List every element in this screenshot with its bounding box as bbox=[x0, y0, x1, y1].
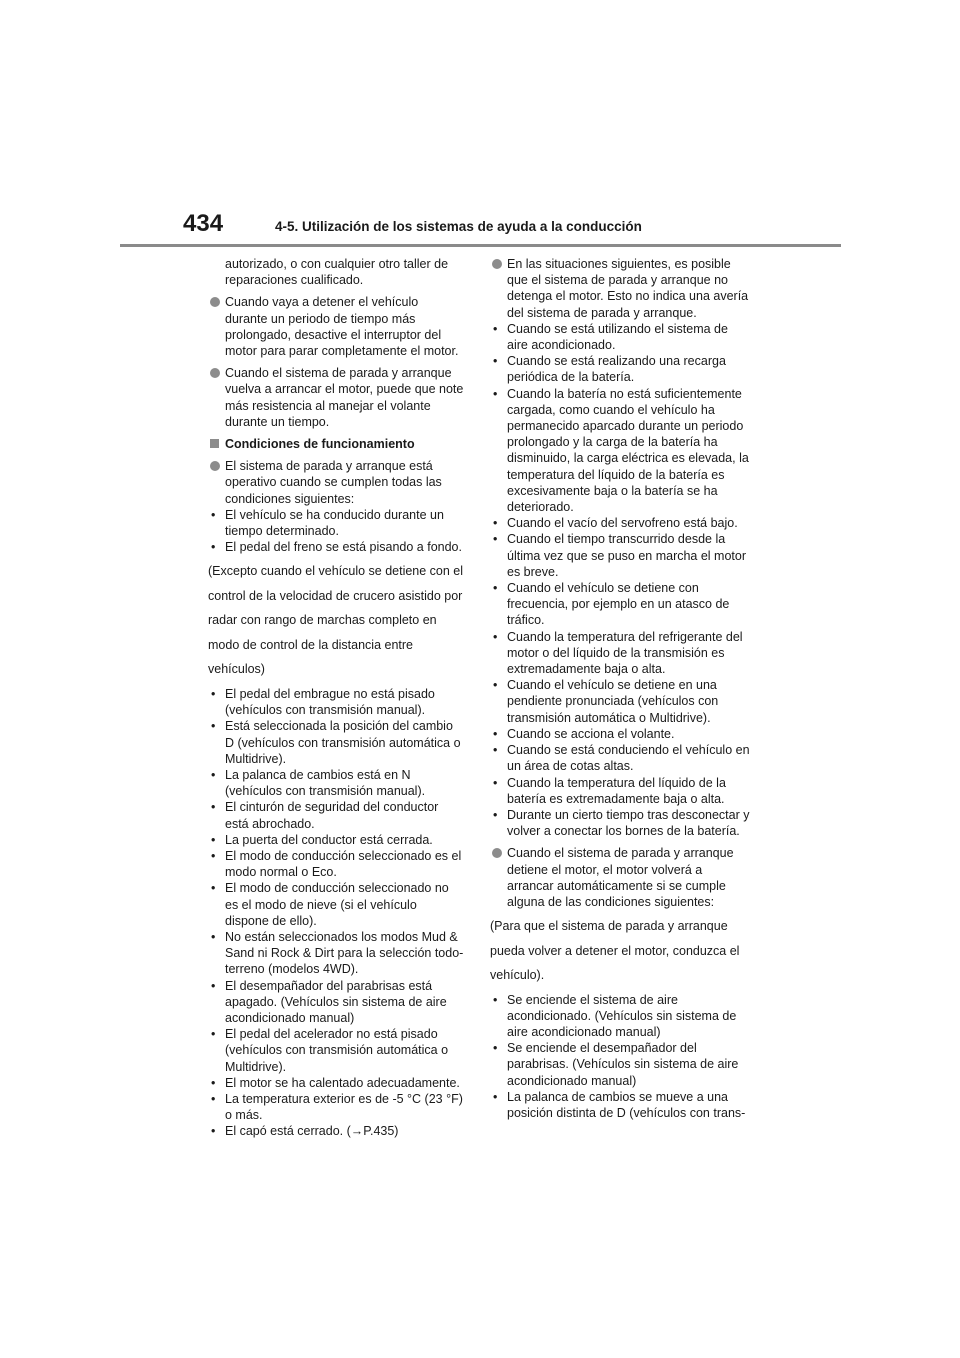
list-item: • Cuando el vehículo se detiene con frecuencia, por ejemplo en un atasco de tráfico. bbox=[490, 580, 752, 629]
note-paragraph: (Para que el sistema de parada y arranque pueda volver a detener el motor, conduzca el vehículo). bbox=[490, 919, 740, 983]
list-item: • Se enciende el desempañador del parabrisas. (Vehículos sin sistema de aire acondicionado manual) bbox=[490, 1040, 752, 1089]
list-item: • Cuando la temperatura del refrigerante del motor o del líquido de la transmisión es extremadamente baja o alta. bbox=[490, 629, 752, 678]
round-bullet-icon bbox=[492, 259, 502, 269]
right-column bbox=[490, 256, 752, 1121]
header-divider bbox=[120, 244, 841, 247]
list-item: • La puerta del conductor está cerrada. bbox=[208, 832, 464, 848]
note-paragraph: (Excepto cuando el vehículo se detiene con el control de la velocidad de crucero asistido por radar con rango de marchas completo en modo de control de la distancia entre vehículos) bbox=[208, 564, 464, 677]
list-item: • Cuando el vacío del servofreno está bajo. bbox=[490, 515, 752, 531]
list-item: • El pedal del freno se está pisando a fondo. bbox=[208, 539, 464, 555]
list-item: • La palanca de cambios se mueve a una posición distinta de D (vehículos con trans- bbox=[490, 1089, 752, 1121]
list-item: • Cuando se está utilizando el sistema de aire acondicionado. bbox=[490, 321, 752, 353]
page-number: 434 bbox=[183, 210, 224, 237]
bullet-text: En las situaciones siguientes, es posible que el sistema de parada y arranque no detenga el motor. Esto no indica una avería del sistema de parada y arranque. bbox=[507, 257, 749, 320]
restart-condition-list bbox=[490, 992, 752, 1122]
list-item: • Está seleccionada la posición del cambio D (vehículos con transmisión automática o Multidrive). bbox=[208, 718, 464, 767]
bullet-item bbox=[490, 845, 752, 910]
list-item: • El desempañador del parabrisas está apagado. (Vehículos sin sistema de aire acondicionado manual) bbox=[208, 978, 464, 1027]
situation-list bbox=[490, 321, 752, 840]
bullet-item bbox=[208, 294, 464, 359]
list-item: • Cuando se está conduciendo el vehículo en un área de cotas altas. bbox=[490, 742, 752, 774]
condition-list bbox=[208, 686, 464, 1140]
list-item: • Cuando el tiempo transcurrido desde la última vez que se puso en marcha el motor es breve. bbox=[490, 531, 752, 580]
list-item: • Durante un cierto tiempo tras desconectar y volver a conectar los bornes de la batería. bbox=[490, 807, 752, 839]
list-item: • El motor se ha calentado adecuadamente. bbox=[208, 1075, 464, 1091]
list-item: • El cinturón de seguridad del conductor está abrochado. bbox=[208, 799, 464, 831]
square-bullet-icon bbox=[210, 439, 219, 448]
bullet-item bbox=[490, 256, 752, 321]
bullet-item bbox=[208, 365, 464, 430]
bullet-text: El sistema de parada y arranque está operativo cuando se cumplen todas las condiciones siguientes: bbox=[225, 459, 442, 506]
list-item: • Cuando se acciona el volante. bbox=[490, 726, 752, 742]
bullet-text: Cuando el sistema de parada y arranque detiene el motor, el motor volverá a arrancar automáticamente si se cumple alguna de las condiciones siguientes: bbox=[507, 846, 734, 909]
bullet-item bbox=[208, 458, 464, 507]
list-item: • Cuando la temperatura del líquido de la batería es extremadamente baja o alta. bbox=[490, 775, 752, 807]
round-bullet-icon bbox=[492, 848, 502, 858]
list-item: • El pedal del embrague no está pisado (vehículos con transmisión manual). bbox=[208, 686, 464, 718]
list-item: • El modo de conducción seleccionado no es el modo de nieve (si el vehículo dispone de ello). bbox=[208, 880, 464, 929]
condition-list bbox=[208, 507, 464, 556]
heading-text: Condiciones de funcionamiento bbox=[225, 437, 415, 452]
section-heading bbox=[208, 436, 464, 452]
list-item: • Se enciende el sistema de aire acondicionado. (Vehículos sin sistema de aire acondicionado manual) bbox=[490, 992, 752, 1041]
round-bullet-icon bbox=[210, 368, 220, 378]
bullet-text: Cuando el sistema de parada y arranque vuelva a arrancar el motor, puede que note más resistencia al manejar el volante durante un tiempo. bbox=[225, 366, 464, 429]
round-bullet-icon bbox=[210, 297, 220, 307]
list-item: • La temperatura exterior es de -5 °C (23 °F) o más. bbox=[208, 1091, 464, 1123]
list-item: • El pedal del acelerador no está pisado (vehículos con transmisión automática o Multidrive). bbox=[208, 1026, 464, 1075]
continued-paragraph: autorizado, o con cualquier otro taller de reparaciones cualificado. bbox=[225, 257, 449, 288]
page-reference-link[interactable]: • El capó está cerrado. (→P.435) bbox=[208, 1123, 464, 1139]
round-bullet-icon bbox=[210, 461, 220, 471]
list-item: • No están seleccionados los modos Mud & Sand ni Rock & Dirt para la selección todo-terreno (modelos 4WD). bbox=[208, 929, 464, 978]
list-item: • La palanca de cambios está en N (vehículos con transmisión manual). bbox=[208, 767, 464, 799]
list-item: • Cuando la batería no está suficientemente cargada, como cuando el vehículo ha permanecido aparcado durante un periodo prolongado y la carga de la batería ha disminuido, la carga eléctrica es elevada, la temperatura del líquido de la batería es excesivamente baja o la batería se ha deteriorado. bbox=[490, 386, 752, 516]
bullet-text: Cuando vaya a detener el vehículo durante un periodo de tiempo más prolongado, desactive el interruptor del motor para parar completamente el motor. bbox=[225, 295, 459, 359]
section-title: 4-5. Utilización de los sistemas de ayuda a la conducción bbox=[275, 219, 642, 234]
list-item: • Cuando el vehículo se detiene en una pendiente pronunciada (vehículos con transmisión automática o Multidrive). bbox=[490, 677, 752, 726]
list-item: • El vehículo se ha conducido durante un tiempo determinado. bbox=[208, 507, 464, 539]
list-item: • Cuando se está realizando una recarga periódica de la batería. bbox=[490, 353, 752, 385]
list-item: • El modo de conducción seleccionado es el modo normal o Eco. bbox=[208, 848, 464, 880]
left-column bbox=[208, 256, 464, 1140]
